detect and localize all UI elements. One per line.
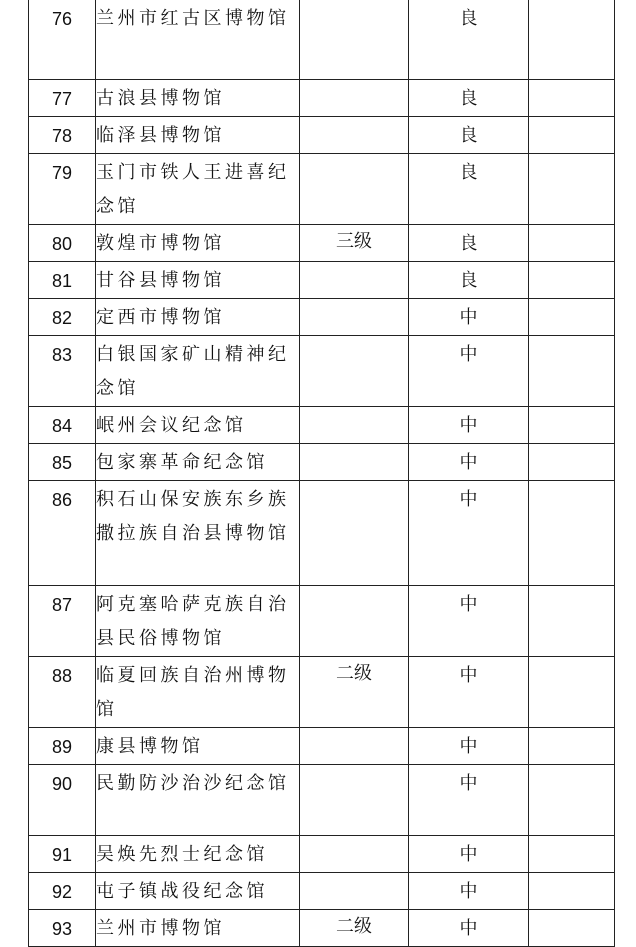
- museum-level: [300, 336, 409, 407]
- museum-level: [300, 836, 409, 873]
- remarks-cell: [529, 836, 615, 873]
- museum-name: [96, 262, 300, 299]
- table-row: [29, 336, 615, 407]
- museum-level: [300, 299, 409, 336]
- table-row: [29, 444, 615, 481]
- evaluation-grade-text: 中: [459, 594, 478, 615]
- table-body: [29, 0, 615, 947]
- row-number: [29, 481, 96, 586]
- table-row: [29, 407, 615, 444]
- museum-name: [96, 225, 300, 262]
- row-number-text: 86: [51, 490, 73, 510]
- row-number: [29, 728, 96, 765]
- table-row: [29, 873, 615, 910]
- row-number: [29, 117, 96, 154]
- remarks-cell: [529, 444, 615, 481]
- table-row: [29, 836, 615, 873]
- evaluation-grade: [409, 117, 529, 154]
- museum-level: [300, 80, 409, 117]
- table-row: [29, 481, 615, 586]
- museum-name: [96, 765, 300, 836]
- museum-name: [96, 873, 300, 910]
- remarks-cell: [529, 299, 615, 336]
- row-number: [29, 910, 96, 947]
- evaluation-grade-text: 中: [459, 736, 478, 757]
- row-number: [29, 262, 96, 299]
- museum-name: [96, 0, 300, 80]
- remarks-cell: [529, 336, 615, 407]
- row-number: [29, 299, 96, 336]
- row-number: [29, 0, 96, 80]
- row-number: [29, 873, 96, 910]
- museum-name: [96, 154, 300, 225]
- museum-level: [300, 910, 409, 947]
- remarks-cell: [529, 407, 615, 444]
- row-number-text: 80: [51, 234, 73, 254]
- row-number: [29, 407, 96, 444]
- row-number-text: 89: [51, 737, 73, 757]
- museum-name-text: 岷州会议纪念馆: [96, 415, 247, 436]
- museum-level: [300, 154, 409, 225]
- museum-name-text: 古浪县博物馆: [96, 88, 225, 109]
- museum-level: [300, 117, 409, 154]
- row-number-text: 78: [51, 126, 73, 146]
- evaluation-grade-text: 中: [459, 665, 478, 686]
- row-number-text: 91: [51, 845, 73, 865]
- museum-name-text: 敦煌市博物馆: [96, 233, 225, 254]
- museum-name-text: 康县博物馆: [96, 736, 204, 757]
- remarks-cell: [529, 481, 615, 586]
- museum-name: [96, 836, 300, 873]
- table-row: [29, 657, 615, 728]
- evaluation-grade-text: 中: [459, 844, 478, 865]
- museum-level: [300, 728, 409, 765]
- row-number-text: 76: [51, 9, 73, 29]
- row-number-text: 83: [51, 345, 73, 365]
- museum-level-text: 二级: [336, 916, 372, 937]
- evaluation-grade: [409, 657, 529, 728]
- evaluation-grade: [409, 765, 529, 836]
- row-number: [29, 765, 96, 836]
- museum-level: [300, 444, 409, 481]
- row-number-text: 77: [51, 89, 73, 109]
- row-number-text: 81: [51, 271, 73, 291]
- table-row: [29, 728, 615, 765]
- table-row: [29, 80, 615, 117]
- evaluation-grade: [409, 910, 529, 947]
- remarks-cell: [529, 117, 615, 154]
- evaluation-grade-text: 良: [459, 88, 478, 109]
- museum-level: [300, 407, 409, 444]
- remarks-cell: [529, 262, 615, 299]
- museum-table: [28, 0, 615, 947]
- museum-name-text: 白银国家矿山精神纪念馆: [96, 344, 290, 399]
- museum-name: [96, 336, 300, 407]
- museum-name: [96, 586, 300, 657]
- remarks-cell: [529, 873, 615, 910]
- museum-level: [300, 657, 409, 728]
- remarks-cell: [529, 80, 615, 117]
- evaluation-grade: [409, 444, 529, 481]
- museum-level: [300, 765, 409, 836]
- evaluation-grade-text: 良: [459, 270, 478, 291]
- row-number: [29, 836, 96, 873]
- row-number-text: 85: [51, 453, 73, 473]
- row-number-text: 90: [51, 774, 73, 794]
- row-number: [29, 154, 96, 225]
- table-row: [29, 586, 615, 657]
- museum-name-text: 屯子镇战役纪念馆: [96, 881, 268, 902]
- row-number-text: 84: [51, 416, 73, 436]
- museum-name-text: 阿克塞哈萨克族自治县民俗博物馆: [96, 594, 290, 649]
- table-row: [29, 765, 615, 836]
- museum-level: [300, 873, 409, 910]
- evaluation-grade: [409, 873, 529, 910]
- evaluation-grade: [409, 836, 529, 873]
- museum-name: [96, 80, 300, 117]
- table-row: [29, 299, 615, 336]
- museum-name-text: 临夏回族自治州博物馆: [96, 665, 290, 720]
- evaluation-grade: [409, 728, 529, 765]
- table-row: [29, 910, 615, 947]
- museum-name: [96, 117, 300, 154]
- remarks-cell: [529, 154, 615, 225]
- museum-name: [96, 910, 300, 947]
- evaluation-grade-text: 中: [459, 918, 478, 939]
- museum-name-text: 兰州市博物馆: [96, 918, 225, 939]
- museum-name-text: 民勤防沙治沙纪念馆: [96, 773, 290, 794]
- row-number: [29, 225, 96, 262]
- row-number-text: 82: [51, 308, 73, 328]
- table-row: [29, 117, 615, 154]
- table-row: [29, 225, 615, 262]
- remarks-cell: [529, 765, 615, 836]
- evaluation-grade: [409, 299, 529, 336]
- museum-name: [96, 728, 300, 765]
- museum-name: [96, 407, 300, 444]
- museum-level: [300, 586, 409, 657]
- evaluation-grade: [409, 586, 529, 657]
- remarks-cell: [529, 586, 615, 657]
- museum-level: [300, 225, 409, 262]
- museum-name-text: 临泽县博物馆: [96, 125, 225, 146]
- museum-level-text: 二级: [336, 663, 372, 684]
- table-row: [29, 154, 615, 225]
- row-number-text: 87: [51, 595, 73, 615]
- evaluation-grade-text: 良: [459, 162, 478, 183]
- row-number-text: 88: [51, 666, 73, 686]
- evaluation-grade: [409, 80, 529, 117]
- evaluation-grade: [409, 336, 529, 407]
- museum-level: [300, 262, 409, 299]
- museum-level-text: 三级: [336, 231, 372, 252]
- row-number-text: 79: [51, 163, 73, 183]
- remarks-cell: [529, 225, 615, 262]
- museum-name: [96, 299, 300, 336]
- row-number: [29, 586, 96, 657]
- remarks-cell: [529, 910, 615, 947]
- evaluation-grade: [409, 481, 529, 586]
- museum-name: [96, 481, 300, 586]
- row-number: [29, 80, 96, 117]
- museum-name: [96, 444, 300, 481]
- evaluation-grade-text: 良: [459, 125, 478, 146]
- evaluation-grade: [409, 0, 529, 80]
- museum-name-text: 吴焕先烈士纪念馆: [96, 844, 268, 865]
- evaluation-grade-text: 中: [459, 415, 478, 436]
- remarks-cell: [529, 0, 615, 80]
- evaluation-grade: [409, 407, 529, 444]
- evaluation-grade: [409, 262, 529, 299]
- evaluation-grade-text: 中: [459, 307, 478, 328]
- remarks-cell: [529, 728, 615, 765]
- evaluation-grade-text: 中: [459, 489, 478, 510]
- museum-level: [300, 0, 409, 80]
- evaluation-grade-text: 中: [459, 773, 478, 794]
- evaluation-grade-text: 中: [459, 344, 478, 365]
- evaluation-grade-text: 中: [459, 452, 478, 473]
- row-number-text: 92: [51, 882, 73, 902]
- evaluation-grade: [409, 225, 529, 262]
- museum-level: [300, 481, 409, 586]
- museum-name-text: 定西市博物馆: [96, 307, 225, 328]
- evaluation-grade-text: 良: [459, 8, 478, 29]
- row-number: [29, 657, 96, 728]
- row-number-text: 93: [51, 919, 73, 939]
- museum-name-text: 积石山保安族东乡族撒拉族自治县博物馆: [96, 489, 290, 544]
- row-number: [29, 444, 96, 481]
- table-row: [29, 0, 615, 80]
- remarks-cell: [529, 657, 615, 728]
- row-number: [29, 336, 96, 407]
- evaluation-grade: [409, 154, 529, 225]
- museum-name-text: 兰州市红古区博物馆: [96, 8, 290, 29]
- evaluation-grade-text: 中: [459, 881, 478, 902]
- museum-name: [96, 657, 300, 728]
- museum-name-text: 甘谷县博物馆: [96, 270, 225, 291]
- museum-name-text: 玉门市铁人王进喜纪念馆: [96, 162, 290, 217]
- evaluation-grade-text: 良: [459, 233, 478, 254]
- table-row: [29, 262, 615, 299]
- museum-name-text: 包家寨革命纪念馆: [96, 452, 268, 473]
